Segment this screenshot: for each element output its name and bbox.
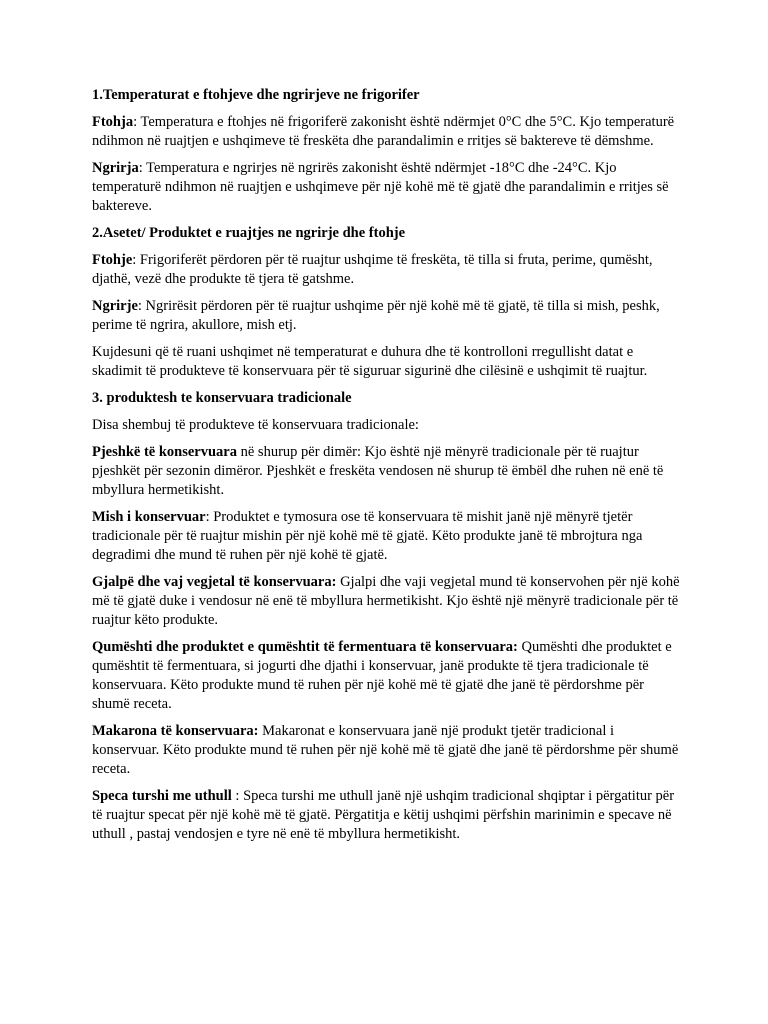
- paragraph-ftohja: [92, 113, 682, 151]
- paragraph-text: në shurup për dimër: Kjo është një mënyrë tradicionale për të ruajtur pjeshkët për sezonin dimëror. Pjeshkët e freskëta vendosen në shurup të ëmbël dhe ruhen në enë të mbyllura hermetikisht.: [92, 444, 664, 498]
- paragraph-qumeshti: [92, 638, 682, 714]
- section-heading-1: 1.Temperaturat e ftohjeve dhe ngrirjeve ne frigorifer: [92, 87, 420, 103]
- document-page: [92, 86, 682, 852]
- term-speca: Speca turshi me uthull: [92, 788, 232, 804]
- term-gjalpe: Gjalpë dhe vaj vegjetal të konservuara:: [92, 574, 337, 590]
- paragraph-text: Gjalpi dhe vaji vegjetal mund të konservohen për një kohë më të gjatë duke i vendosur në enë të mbyllura hermetikisht. Kjo është një mënyrë tradicionale për të ruajtur këto produkte.: [92, 574, 680, 628]
- term-ngrirja: Ngrirja: [92, 160, 139, 176]
- paragraph-ngrirje: [92, 297, 682, 335]
- paragraph-text: Qumështi dhe produktet e qumështit të fermentuara, si jogurti dhe djathi i konservuar, janë produkte të tjera tradicionale të konservuara. Këto produkte mund të ruhen për një kohë më të gjatë dhe janë të përdorshme për shumë receta.: [92, 639, 672, 712]
- paragraph-ngrirja: [92, 159, 682, 216]
- term-pjeshke: Pjeshkë të konservuara: [92, 444, 237, 460]
- paragraph-shembuj: [92, 416, 682, 435]
- paragraph-text: Kujdesuni që të ruani ushqimet në temperaturat e duhura dhe të kontrolloni rregullisht datat e skadimit të produkteve të konservuara për të siguruar sigurinë dhe cilësinë e ushqimit të ruajtur.: [92, 344, 648, 379]
- paragraph-text: Disa shembuj të produkteve të konservuara tradicionale:: [92, 417, 419, 433]
- term-qumeshti: Qumështi dhe produktet e qumështit të fermentuara të konservuara:: [92, 639, 518, 655]
- paragraph-text: : Temperatura e ftohjes në frigoriferë zakonisht është ndërmjet 0°C dhe 5°C. Kjo temperaturë ndihmon në ruajtjen e ushqimeve të freskëta dhe parandalimin e rritjes së baktereve të dëmshme.: [92, 114, 675, 149]
- term-ftohja: Ftohja: [92, 114, 134, 130]
- paragraph-pjeshke: [92, 443, 682, 500]
- paragraph-ftohje: [92, 251, 682, 289]
- term-makarona: Makarona të konservuara:: [92, 723, 259, 739]
- term-ngrirje: Ngrirje: [92, 298, 138, 314]
- paragraph-text: : Produktet e tymosura ose të konservuara të mishit janë një mënyrë tjetër tradicionale për të ruajtur mishin për një kohë më të gjatë. Këto produkte janë të mbrojtura nga degradimi dhe mund të ruhen për një kohë të gjatë.: [92, 509, 643, 563]
- section-heading-2: 2.Asetet/ Produktet e ruajtjes ne ngrirje dhe ftohje: [92, 225, 406, 241]
- paragraph-text: : Temperatura e ngrirjes në ngrirës zakonisht është ndërmjet -18°C dhe -24°C. Kjo temperaturë ndihmon në ruajtjen e ushqimeve për një kohë më të gjatë dhe parandalimin e rritjes së baktereve.: [92, 160, 669, 214]
- paragraph-makarona: [92, 722, 682, 779]
- term-mish: Mish i konservuar: [92, 509, 206, 525]
- paragraph-text: : Frigoriferët përdoren për të ruajtur ushqime të freskëta, të tilla si fruta, perime, qumësht, djathë, vezë dhe produkte të tjera të gatshme.: [92, 252, 653, 287]
- paragraph-text: : Speca turshi me uthull janë një ushqim tradicional shqiptar i përgatitur për të ruajtur specat për një kohë më të gjatë. Përgatitja e këtij ushqimi përfshin marinimin e specave në uthull , pastaj vendosjen e tyre në enë të mbyllura hermetikisht.: [92, 788, 675, 842]
- paragraph-gjalpe: [92, 573, 682, 630]
- section-heading-3: 3. produktesh te konservuara tradicionale: [92, 390, 352, 406]
- paragraph-speca: [92, 787, 682, 844]
- paragraph-text: Makaronat e konservuara janë një produkt tjetër tradicional i konservuar. Këto produkte mund të ruhen për një kohë më të gjatë dhe janë të përdorshme për shumë receta.: [92, 723, 679, 777]
- paragraph-text: : Ngrirësit përdoren për të ruajtur ushqime për një kohë më të gjatë, të tilla si mish, peshk, perime të ngrira, akullore, mish etj.: [92, 298, 660, 333]
- term-ftohje: Ftohje: [92, 252, 133, 268]
- paragraph-mish: [92, 508, 682, 565]
- paragraph-kujdesuni: [92, 343, 682, 381]
